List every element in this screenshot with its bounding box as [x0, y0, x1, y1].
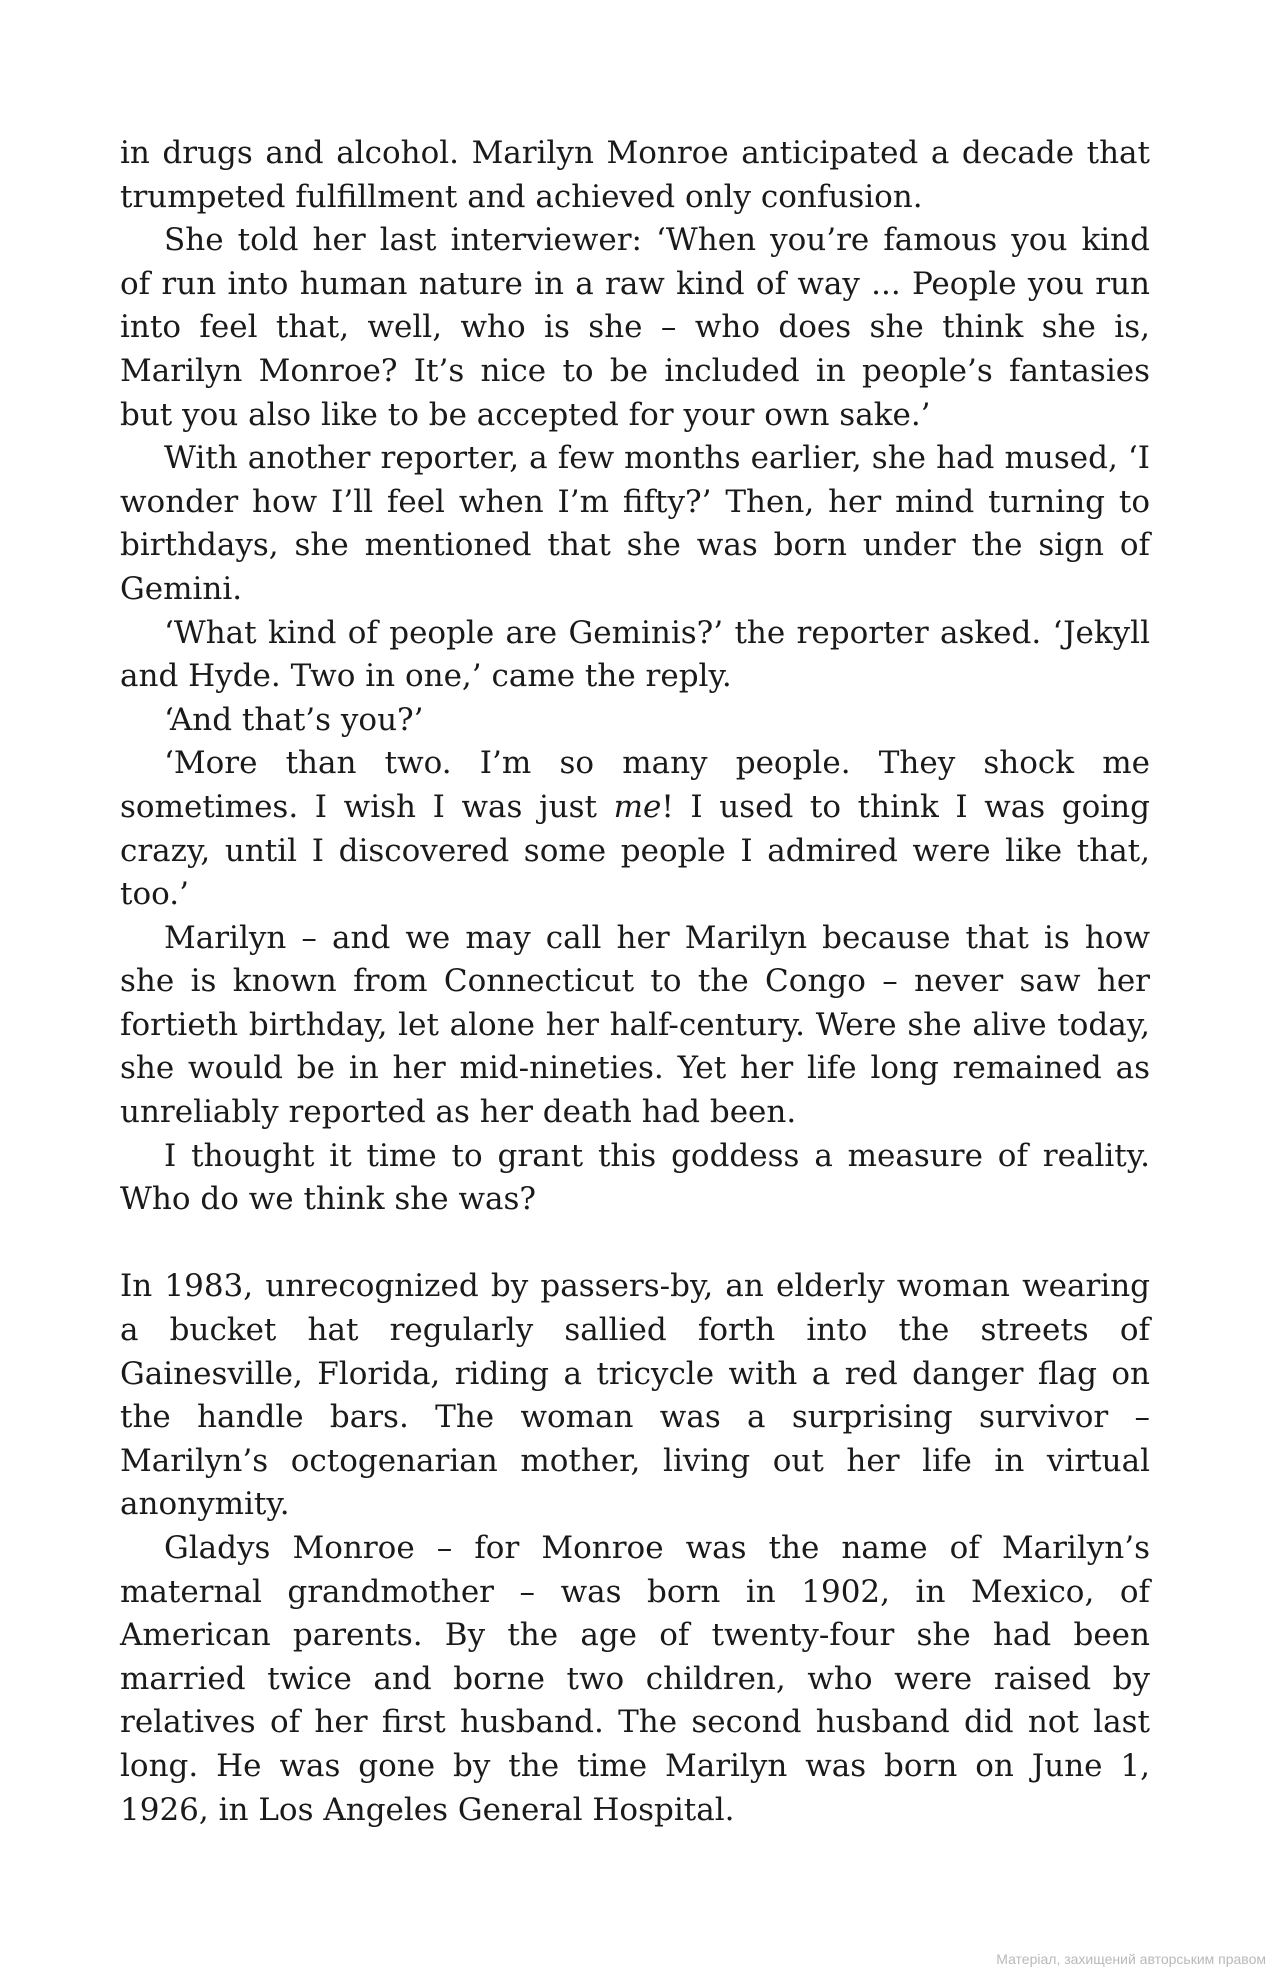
text-before-emphasis: ‘More than two. I’m so many people. They shock me sometimes. I wish I was just	[120, 745, 1150, 825]
paragraph-last-interviewer: She told her last interviewer: ‘When you’re famous you kind of run into human nature in a raw kind of way ... People you run into feel that, well, who is she – who does she think she is, Marilyn Monroe? It’s nice to be included in people’s fantasies but you also like to be accepted for your own sake.’	[120, 222, 1150, 433]
paragraph-more-than-two	[120, 742, 1150, 916]
paragraph-gladys-monroe: Gladys Monroe – for Monroe was the name of Marilyn’s maternal grandmother – was born in 1902, in Mexico, of American parents. By the age of twenty-four she had been married twice and borne two children, who were raised by relatives of her first husband. The second husband did not last long. He was gone by the time Marilyn was born on June 1, 1926, in Los Angeles General Hospital.	[120, 1530, 1150, 1828]
paragraph-geminis-question: ‘What kind of people are Geminis?’ the reporter asked. ‘Jekyll and Hyde. Two in one,’ came the reply.	[120, 614, 1150, 695]
page-body	[120, 132, 1150, 1832]
paragraph-marilyn-known: Marilyn – and we may call her Marilyn because that is how she is known from Connecticut to the Congo – never saw her fortieth birthday, let alone her half-century. Were she alive today, she would be in her mid-nineties. Yet her life long remained as unreliably reported as her death had been.	[120, 919, 1150, 1131]
text-after-emphasis: ! I used to think I was going crazy, until I discovered some people I admired were like that, too.’	[120, 788, 1150, 913]
paragraph-goddess-reality: I thought it time to grant this goddess a measure of reality. Who do we think she was?	[120, 1137, 1150, 1218]
emphasized-word: me	[613, 788, 662, 825]
section-break	[120, 1222, 1150, 1266]
paragraph-drugs-alcohol: in drugs and alcohol. Marilyn Monroe anticipated a decade that trumpeted fulfillment and achieved only confusion.	[120, 135, 1150, 215]
paragraph-and-thats-you: ‘And that’s you?’	[164, 701, 424, 738]
paragraph-another-reporter: With another reporter, a few months earlier, she had mused, ‘I wonder how I’ll feel when I’m fifty?’ Then, her mind turning to birthdays, she mentioned that she was born under the sign of Gemini.	[120, 440, 1150, 607]
paragraph-1983-gainesville: In 1983, unrecognized by passers-by, an elderly woman wearing a bucket hat regularly sallied forth into the streets of Gainesville, Florida, riding a tricycle with a red danger flag on the handle bars. The woman was a surprising survivor – Marilyn’s octogenarian mother, living out her life in virtual anonymity.	[120, 1268, 1150, 1523]
copyright-notice: Матеріал, захищений авторським правом	[996, 1951, 1266, 1967]
